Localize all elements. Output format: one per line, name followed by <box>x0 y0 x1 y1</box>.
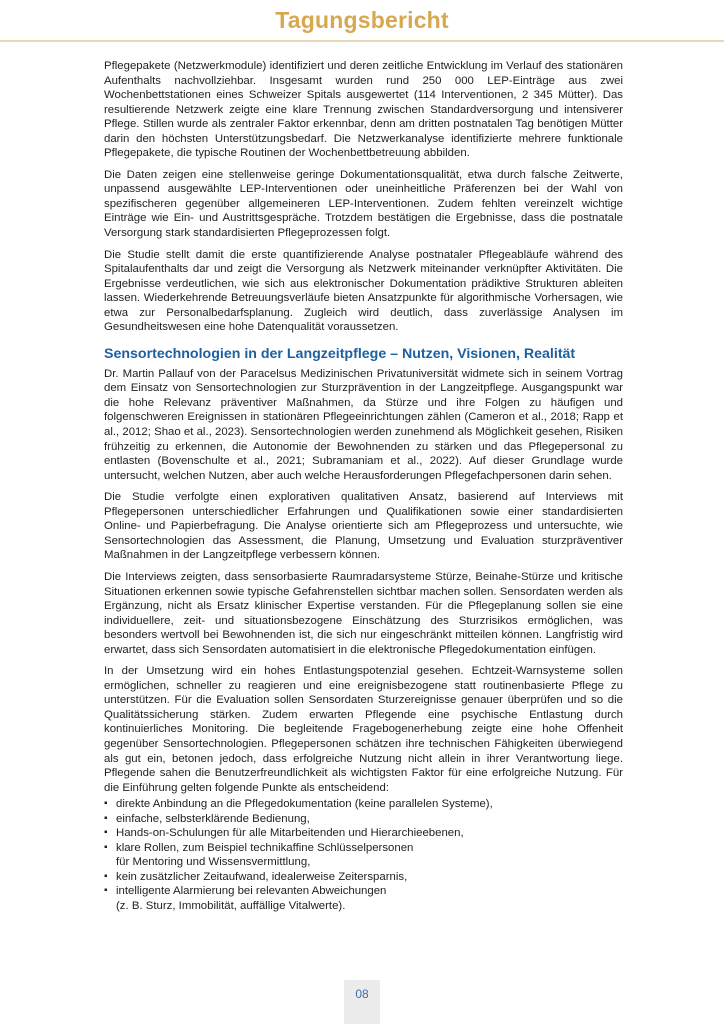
section-heading: Sensortechnologien in der Langzeitpflege – Nutzen, Visionen, Realität <box>104 345 576 362</box>
page-header-title: Tagungsbericht <box>275 7 449 33</box>
bullet-icon: ▪ <box>104 812 108 824</box>
list-item-text-continued: (z. B. Sturz, Immobilität, auffällige Vitalwerte). <box>116 899 346 912</box>
bullet-icon: ▪ <box>104 885 108 897</box>
bullet-icon: ▪ <box>104 827 108 839</box>
paragraph: Die Studie verfolgte einen explorativen qualitativen Ansatz, basierend auf Interviews mit Pflegepersonen unterschiedlicher Erfahrungen und Qualifikationen sowie einer standardisierten Online- und Papierbefragung. Die Analyse orientierte sich am Pflegeprozess und untersuchte, wie Sensortechnologien das Assessment, die Planung, Umsetzung und Evaluation sturzpräventiver Maßnahmen in der Langzeitpflege verbessern können. <box>104 491 623 562</box>
list-item-text: einfache, selbsterklärende Bedienung, <box>116 812 310 825</box>
list-item-text-continued: für Mentoring und Wissensvermittlung, <box>116 856 311 869</box>
list-item-text: intelligente Alarmierung bei relevanten Abweichungen <box>116 885 387 898</box>
list-item <box>104 826 623 841</box>
list-item-text: kein zusätzlicher Zeitaufwand, idealerweise Zeitersparnis, <box>116 870 408 883</box>
article-body <box>104 59 623 914</box>
bullet-icon: ▪ <box>104 798 108 810</box>
paragraph: Die Studie stellt damit die erste quantifizierende Analyse postnataler Pflegeabläufe während des Spitalaufenthalts dar und zeigt die Versorgung als Netzwerk miteinander verknüpfter Aktivitäten. Die Ergebnisse verdeutlichen, wie sich aus elektronischer Dokumentation prädiktive Strukturen ableiten lassen. Wiederkehrende Betreuungsverläufe bieten Ansatzpunkte für algorithmische Vorhersagen, wie etwa zur Personalbedarfsplanung. Zugleich wird deutlich, dass zuverlässige Analysen im Gesundheitswesen eine hohe Datenqualität voraussetzen. <box>104 248 623 334</box>
paragraph: Die Interviews zeigten, dass sensorbasierte Raumradarsysteme Stürze, Beinahe-Stürze und kritische Situationen erkennen sowie typische Gefahrenstellen sichtbar machen sollen. Sensordaten werden als Ergänzung, nicht als Ersatz klinischer Expertise verstanden. Für die Pflegeplanung sollen sie eine individuellere, zeit- und situationsbezogene Einschätzung des Sturzrisikos ermöglichen, was besonders wertvoll bei Bewohnenden ist, die sich nur eingeschränkt mitteilen können. Langfristig wird erwartet, dass sich Sensordaten automatisiert in die elektronische Pflegedokumentation einfügen. <box>104 570 623 656</box>
header-band <box>0 0 724 42</box>
bullet-icon: ▪ <box>104 870 108 882</box>
bullet-icon: ▪ <box>104 841 108 853</box>
list-item <box>104 841 623 870</box>
list-item-text: Hands-on-Schulungen für alle Mitarbeitenden und Hierarchieebenen, <box>116 827 464 840</box>
list-item-text: klare Rollen, zum Beispiel technikaffine Schlüsselpersonen <box>116 841 414 854</box>
paragraph: Pflegepakete (Netzwerkmodule) identifiziert und deren zeitliche Entwicklung im Verlauf des stationären Aufenthalts nachvollziehbar. Insgesamt wurden rund 250 000 LEP-Einträge aus zwei Wochenbettstationen eines Schweizer Spitals ausgewertet (114 Interventionen, 2 345 Mütter). Das resultierende Netzwerk zeigte eine klare Trennung zwischen Standardversorgung und intensiverer Pflege. Stillen wurde als zentraler Faktor erkennbar, denn am dritten postnatalen Tag benötigen Mütter darin den höchsten Unterstützungsbedarf. Die Netzwerkanalyse identifizierte mehrere funktionale Pflegepakete, die typische Routinen der Wochenbettbetreuung abbilden. <box>104 60 623 160</box>
list-item-text: direkte Anbindung an die Pflegedokumentation (keine parallelen Systeme), <box>116 798 493 811</box>
list-item <box>104 797 623 812</box>
page-number-box <box>344 980 380 1024</box>
list-item <box>104 884 623 913</box>
bullet-list <box>104 797 623 913</box>
page-number: 08 <box>355 987 369 1001</box>
paragraph: Die Daten zeigen eine stellenweise geringe Dokumentationsqualität, etwa durch falsche Zeitwerte, unpassend ausgewählte LEP-Interventionen oder uneinheitliche Präferenzen bei der Wahl von spezifischeren gegenüber allgemeineren LEP-Interventionen. Zudem fehlten vereinzelt wichtige Einträge wie Ein- und Austrittsgespräche. Trotzdem bestätigen die Ergebnisse, dass die postnatale Versorgung stark standardisierten Pflegeprozessen folgt. <box>104 168 623 240</box>
list-item <box>104 870 623 885</box>
list-item <box>104 812 623 827</box>
paragraph: Dr. Martin Pallauf von der Paracelsus Medizinischen Privatuniversität widmete sich in seinem Vortrag dem Einsatz von Sensortechnologien zur Sturzprävention in der Langzeitpflege. Ausgangspunkt war die hohe Relevanz präventiver Maßnahmen, da Stürze und ihre Folgen zu häufigen und folgenschweren Ereignissen in stationären Pflegeeinrichtungen zählen (Cameron et al., 2018; Rapp et al., 2012; Shao et al., 2023). Sensortechnologien werden zunehmend als Möglichkeit gesehen, Risiken frühzeitig zu erkennen, die Autonomie der Bewohnenden zu stärken und das Pflegepersonal zu entlasten (Bovenschulte et al., 2021; Subramaniam et al., 2022). Auf dieser Grundlage wurde untersucht, welchen Nutzen, aber auch welche Herausforderungen Pflegefachpersonen darin sehen. <box>104 367 623 482</box>
paragraph: In der Umsetzung wird ein hohes Entlastungspotenzial gesehen. Echtzeit-Warnsysteme sollen ermöglichen, schneller zu reagieren und eine ereignisbezogene statt routinenbasierte Pflege zu unterstützen. Für die Evaluation sollen Sensordaten Sturzereignisse genauer überprüfen und so die Qualitätssicherung stärken. Zudem erwarten Pflegende eine psychische Entlastung durch kontinuierliches Monitoring. Die begleitende Fragebogenerhebung zeigte eine hohe Offenheit gegenüber Sensortechnologien. Pflegepersonen schätzen ihre technischen Fähigkeiten überwiegend als gut ein, betonen jedoch, dass erfolgreiche Nutzung nicht allein in ihrer Verantwortung liege. Pflegende sahen die Benutzerfreundlichkeit als wichtigsten Faktor für eine erfolgreiche Nutzung. Für die Einführung gelten folgende Punkte als entscheidend: <box>104 665 623 794</box>
